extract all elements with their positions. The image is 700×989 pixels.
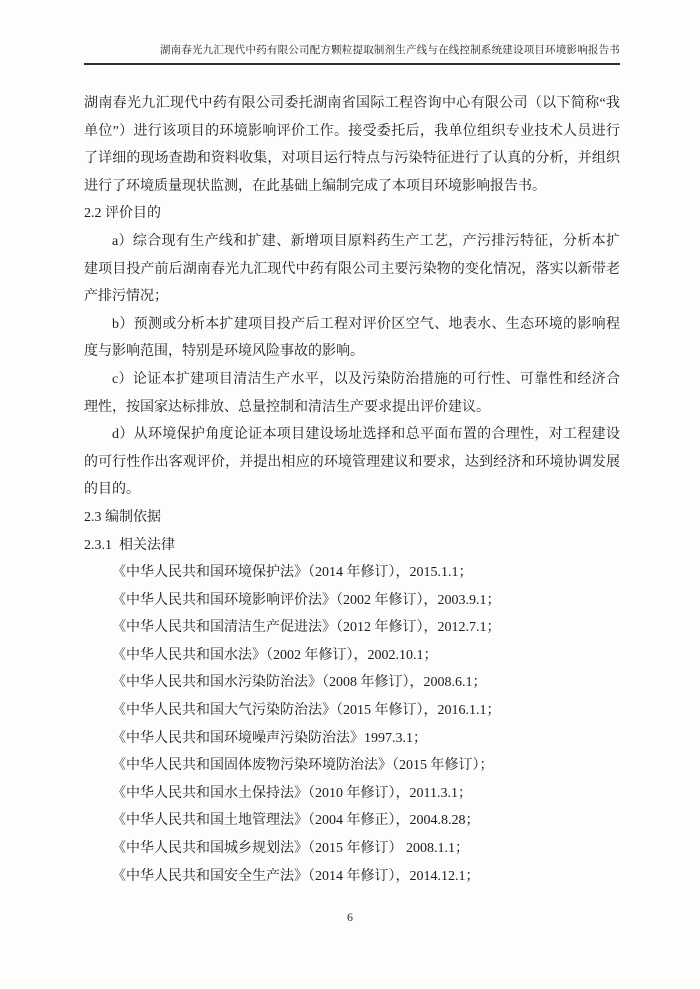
law-item: 《中华人民共和国土地管理法》（2004 年修正），2004.8.28；: [112, 813, 480, 829]
intro-paragraph: 湖南春光九汇现代中药有限公司委托湖南省国际工程咨询中心有限公司（以下简称“我单位”）进行该项目的环境影响评价工作。接受委托后，我单位组织专业技术人员进行了详细的现场查勘和资料收集，对项目运行特点与污染特征进行了认真的分析，并组织进行了环境质量现状监测，在此基础上编制完成了本项目环境影响报告书。: [84, 96, 620, 194]
running-header: [84, 44, 620, 65]
law-item: 《中华人民共和国安全生产法》（2014 年修订），2014.12.1；: [112, 868, 480, 884]
law-item: 《中华人民共和国清洁生产促进法》（2012 年修订），2012.7.1；: [112, 620, 501, 636]
law-item: 《中华人民共和国环境保护法》（2014 年修订），2015.1.1；: [112, 565, 473, 581]
law-item: 《中华人民共和国城乡规划法》（2015 年修订） 2008.1.1；: [112, 841, 469, 857]
law-item: 《中华人民共和国固体废物污染环境防治法》（2015 年修订）；: [112, 758, 494, 774]
purpose-item-a: a）综合现有生产线和扩建、新增项目原料药生产工艺，产污排污特征，分析本扩建项目投产前后湖南春光九汇现代中药有限公司主要污染物的变化情况，落实以新带老产排污情况；: [84, 233, 620, 305]
section-heading-2-2: 2.2 评价目的: [84, 206, 161, 222]
purpose-item-b: b）预测或分析本扩建项目投产后工程对评价区空气、地表水、生态环境的影响程度与影响范围，特别是环境风险事故的影响。: [84, 316, 620, 360]
law-list: [84, 559, 620, 890]
purpose-item-c: c）论证本扩建项目清洁生产水平，以及污染防治措施的可行性、可靠性和经济合理性，按国家达标排放、总量控制和清洁生产要求提出评价建议。: [84, 371, 620, 415]
running-header-title: 湖南春光九汇现代中药有限公司配方颗粒提取制剂生产线与在线控制系统建设项目环境影响报告书: [159, 45, 620, 56]
section-heading-2-3: 2.3 编制依据: [84, 509, 161, 525]
page-number: 6: [347, 910, 353, 924]
purpose-item-d: d）从环境保护角度论证本项目建设场址选择和总平面布置的合理性，对工程建设的可行性作出客观评价，并提出相应的环境管理建议和要求，达到经济和环境协调发展的目的。: [84, 427, 620, 498]
section-heading-2-3-1: 2.3.1 相关法律: [84, 537, 175, 553]
law-item: 《中华人民共和国水污染防治法》（2008 年修订），2008.6.1；: [112, 675, 487, 691]
law-item: 《中华人民共和国大气污染防治法》（2015 年修订），2016.1.1；: [112, 703, 501, 719]
law-item: 《中华人民共和国环境噪声污染防治法》1997.3.1；: [112, 730, 427, 746]
law-item: 《中华人民共和国水土保持法》（2010 年修订），2011.3.1；: [112, 785, 472, 801]
law-item: 《中华人民共和国环境影响评价法》（2002 年修订），2003.9.1；: [112, 592, 501, 608]
law-item: 《中华人民共和国水法》（2002 年修订），2002.10.1；: [112, 647, 438, 663]
page-footer: [0, 910, 700, 925]
document-body: [84, 90, 620, 890]
